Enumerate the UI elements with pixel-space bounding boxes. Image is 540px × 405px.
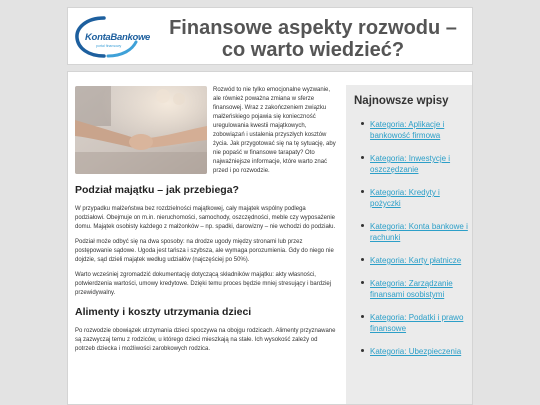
recent-post-link[interactable]: Kategoria: Ubezpieczenia (346, 346, 473, 357)
logo-subtitle: portal finansowy (96, 44, 122, 48)
page-title: Finansowe aspekty rozwodu – co warto wiedzieć? (169, 17, 457, 61)
recent-post-link[interactable]: Kategoria: Zarządzanie finansami osobistymi (346, 278, 473, 300)
recent-post-link[interactable]: Kategoria: Kredyty i pożyczki (346, 187, 473, 209)
recent-post-link[interactable]: Kategoria: Karty płatnicze (346, 255, 473, 266)
bullet-icon (361, 315, 364, 318)
sidebar-title: Najnowsze wpisy (354, 95, 449, 107)
recent-post-link[interactable]: Kategoria: Inwestycje i oszczędzanie (346, 153, 473, 175)
article (75, 86, 337, 360)
sidebar-recent-posts (346, 85, 473, 405)
content-area (67, 71, 473, 405)
paragraph: Podział może odbyć się na dwa sposoby: na drodze ugody między stronami lub przez postępowanie sądowe. Ugoda jest tańsza i szybsza, ale wymaga porozumienia. Gdy do niego nie dojdzie, sąd dzieli majątek według udziałów (najczęściej po 50%). (75, 239, 334, 263)
bullet-icon (361, 224, 364, 227)
bullet-icon (361, 258, 364, 261)
recent-post-link[interactable]: Kategoria: Aplikacje i bankowość firmowa (346, 119, 473, 141)
recent-posts-list (346, 119, 473, 357)
site-logo[interactable] (74, 14, 151, 60)
heading-alimony: Alimenty i koszty utrzymania dzieci (75, 306, 252, 318)
paragraph: W przypadku małżeństwa bez rozdzielności majątkowej, cały majątek wspólny podlega podziałowi. Obejmuje on m.in. nieruchomości, samochody, oszczędności, meble czy wyposażenie domu. Majątek osobisty każdego z małżonków – np. spadki, darowizny – nie wchodzi do podziału. (75, 206, 336, 230)
bullet-icon (361, 122, 364, 125)
bullet-icon (361, 349, 364, 352)
site-header (67, 7, 473, 65)
article-intro: Rozwód to nie tylko emocjonalne wyzwanie, ale również poważna zmiana w sferze finansowej. Wraz z zakończeniem związku małżeńskiego pojawia się konieczność uregulowania kwestii majątkowych, zobowiązań i ustalenia przyszłych kosztów życia. Jak przygotować się na tę sytuację, aby nie popaść w finansowe tarapaty? Oto najważniejsze informacje, które warto znać przed i po rozwodzie. (213, 87, 336, 174)
heading-property-division: Podział majątku – jak przebiega? (75, 184, 239, 196)
hands-photo-icon (75, 86, 207, 174)
paragraph: Warto wcześniej zgromadzić dokumentację dotyczącą składników majątku: akty własności, potwierdzenia wartości, umowy kredytowe. Dzięki temu proces będzie mniej stresujący i bardziej przewidywalny. (75, 272, 332, 296)
paragraph: Po rozwodzie obowiązek utrzymania dzieci spoczywa na obojgu rodzicach. Alimenty przyznawane są zazwyczaj temu z rodziców, u którego dzieci mieszkają na stałe. Ich wysokość zależy od potrzeb dziecka i możliwości zarobkowych rodzica. (75, 328, 336, 352)
recent-post-link[interactable]: Kategoria: Podatki i prawo finansowe (346, 312, 473, 334)
article-photo (75, 86, 207, 174)
bullet-icon (361, 281, 364, 284)
bullet-icon (361, 190, 364, 193)
recent-post-link[interactable]: Kategoria: Konta bankowe i rachunki (346, 221, 473, 243)
logo-name: KontaBankowe (85, 32, 151, 43)
bullet-icon (361, 156, 364, 159)
